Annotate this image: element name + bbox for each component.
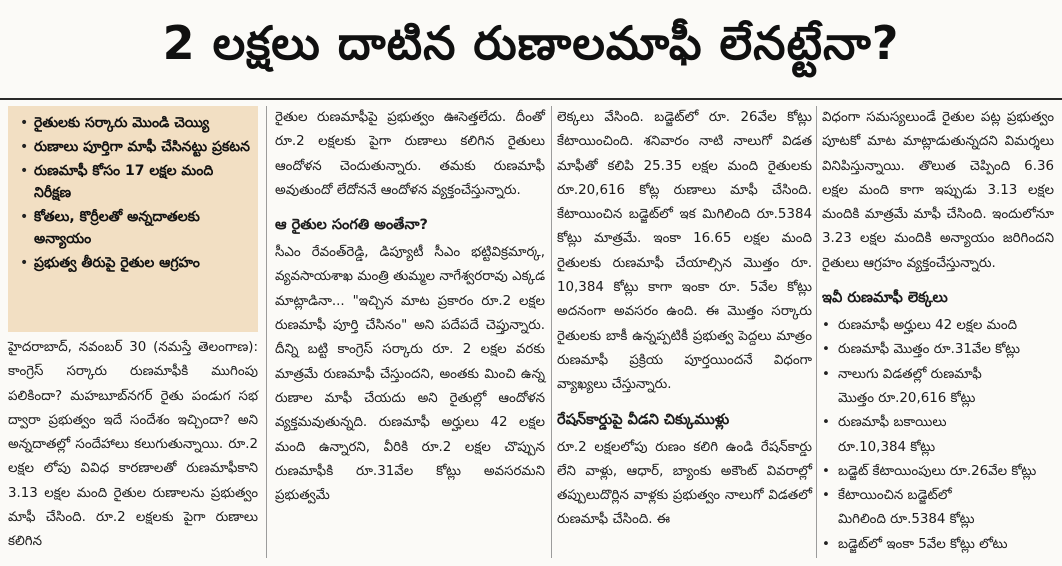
list-item: [822, 363, 1054, 387]
list-item: [822, 338, 1054, 362]
list-item: [822, 314, 1054, 338]
list-item-text: మిగిలింది రూ.5384 కోట్లు: [838, 512, 975, 528]
list-item: [822, 411, 1054, 435]
column-4-subhead: ఇవీ రుణమాఫీ లెక్కలు: [822, 290, 948, 307]
headline-rule: [0, 98, 1062, 100]
column-divider: [816, 106, 817, 558]
column-4-para-1: విధంగా సమస్యలుండే రైతుల పట్ల ప్రభుత్వం పూటకో మాట మాట్లాడుతున్నదని విమర్శలు వినిపిస్తున్నాయి. తొలుత చెప్పింది 6.36 లక్షల మంది కాగా ఇప్పుడు 3.13 లక్షల మందికి మాత్రమే మాఫీ చేసింది. ఇందులోనూ 3.23 లక్షల మందికి అన్యాయం జరిగిందని రైతులు ఆగ్రహం వ్యక్తంచేస్తున్నారు.: [822, 110, 1054, 271]
column-3-para-2: రూ.2 లక్షలలోపు రుణం కలిగి ఉండి రేషన్‌కార్డు లేని వాళ్లు, ఆధార్, బ్యాంకు అకౌంట్ వివరాల్లో తప్పులుదొర్లిన వాళ్లకు ప్రభుత్వం నాలుగో విడతలో రుణమాఫీ చేసింది. ఈ: [557, 439, 812, 528]
list-item-continuation: [822, 436, 1054, 460]
column-1: [8, 336, 258, 555]
list-item: [822, 484, 1054, 508]
list-item-continuation: [822, 387, 1054, 411]
bullet-icon: •: [20, 255, 29, 271]
bullet-icon: •: [822, 318, 830, 334]
column-2: [275, 106, 545, 508]
list-item-text: కేటాయించిన బడ్జెట్‌లో: [838, 488, 952, 504]
highlight-item: [20, 252, 250, 274]
list-item: [822, 460, 1054, 484]
loan-waiver-figures-list: [822, 314, 1054, 557]
bullet-icon: •: [20, 163, 29, 179]
list-item-text: బడ్జెట్‌లో ఇంకా 5వేల కోట్లు లోటు: [838, 536, 1008, 552]
bullet-icon: •: [20, 209, 29, 225]
highlight-text: కోతలు, కొర్రీలతో అన్నదాతలకు అన్యాయం: [34, 209, 200, 247]
highlight-item: [20, 206, 250, 250]
highlight-text: రైతులకు సర్కారు మొండి చెయ్యి: [34, 115, 210, 131]
highlight-item: [20, 136, 250, 158]
list-item-text: రుణమాఫీ మొత్తం రూ.31వేల కోట్లు: [838, 342, 1021, 358]
list-item-text: రూ.10,384 కోట్లు: [838, 439, 936, 455]
column-4: [822, 106, 1054, 557]
column-3: [557, 106, 812, 533]
highlight-item: [20, 160, 250, 204]
bullet-icon: •: [822, 366, 830, 382]
bullet-icon: •: [822, 342, 830, 358]
column-3-para-1: లెక్కలు వేసింది. బడ్జెట్‌లో రూ. 26వేల కోట్లు కేటాయించింది. శనివారం నాటి నాలుగో విడత మాఫీతో కలిపి 25.35 లక్షల మంది రైతులకు రూ.20,616 కోట్ల రుణాలు మాఫీ చేసింది. కేటాయించిన బడ్జెట్‌లో ఇక మిగిలింది రూ.5384 కోట్లు మాత్రమే. ఇంకా 16.65 లక్షల మంది రైతులకు రుణమాఫీ చేయాల్సిన మొత్తం రూ. 10,384 కోట్లు కాగా ఇంకా రూ. 5వేల కోట్లు అదనంగా అవసరం ఉంది. ఈ మొత్తం సర్కారు రైతులకు బాకీ ఉన్నప్పటికీ ప్రభుత్వ పెద్దలు మాత్రం రుణమాఫీ ప్రక్రియ పూర్తయిందనే విధంగా వ్యాఖ్యలు చేస్తున్నారు.: [557, 110, 812, 393]
column-2-para-2: సీఎం రేవంత్‌రెడ్డి, డిప్యూటీ సీఎం భట్టివిక్రమార్క, వ్యవసాయశాఖ మంత్రి తుమ్మల నాగేశ్వరరావు ఎక్కడ మాట్లాడినా... "ఇచ్చిన మాట ప్రకారం రూ.2 లక్షల రుణమాఫీ పూర్తి చేసినం" అని పదేపదే చెప్తున్నారు. దీన్ని బట్టి కాంగ్రెస్ సర్కారు రూ. 2 లక్షల వరకు మాత్రమే రుణమాఫీ చేస్తుందని, అంతకు మించి ఉన్న రుణాల మాఫీ చేయదు అని రైతుల్లో ఆందోళన వ్యక్తమవుతున్నది. రుణమాఫీ అర్హులు 42 లక్షల మంది ఉన్నారని, వీరికి రూ.2 లక్షల చొప్పున రుణమాఫీకి రూ.31వేల కోట్లు అవసరమని ప్రభుత్వమే: [275, 245, 545, 504]
column-divider: [551, 106, 552, 558]
highlight-text: రుణమాఫీ కోసం 17 లక్షల మంది నిరీక్షణ: [34, 163, 214, 201]
highlight-text: రుణాలు పూర్తిగా మాఫీ చేసినట్టు ప్రకటన: [34, 139, 250, 155]
bullet-icon: •: [822, 463, 830, 479]
list-item-continuation: [822, 508, 1054, 532]
bullet-icon: •: [20, 139, 29, 155]
highlight-text: ప్రభుత్వ తీరుపై రైతుల ఆగ్రహం: [34, 255, 200, 271]
column-2-subhead: ఆ రైతుల సంగతి అంతేనా?: [275, 217, 428, 234]
list-item-text: నాలుగు విడతల్లో రుణమాఫీ: [838, 366, 982, 382]
list-item-text: రుణమాఫీ బకాయిలు: [838, 415, 947, 431]
list-item-text: బడ్జెట్ కేటాయింపులు రూ.26వేల కోట్లు: [838, 463, 1037, 479]
list-item: [822, 533, 1054, 557]
column-divider: [266, 106, 267, 558]
list-item-text: మొత్తం రూ.20,616 కోట్లు: [838, 390, 976, 406]
column-1-text: హైదరాబాద్, నవంబర్ 30 (నమస్తే తెలంగాణ): కాంగ్రెస్ సర్కారు రుణమాఫీకి ముగింపు పలికిందా? మహబూబ్‌నగర్ రైతు పండుగ సభ ద్వారా ప్రభుత్వం ఇదే సందేశం ఇచ్చిందా? అని అన్నదాతల్లో సందేహాలు కలుగుతున్నాయి. రూ.2 లక్షల లోపు వివిధ కారణాలతో రుణమాఫీకాని 3.13 లక్షల మంది రైతుల రుణాలను ప్రభుత్వం మాఫీ చేసింది. రూ.2 లక్షలకు పైగా రుణాలు కలిగిన: [8, 340, 258, 550]
headline: 2 లక్షలు దాటిన రుణాలమాఫీ లేనట్టేనా?: [162, 16, 900, 70]
bullet-icon: •: [20, 115, 29, 131]
highlight-item: [20, 112, 250, 134]
list-item-text: రుణమాఫీ అర్హులు 42 లక్షల మంది: [838, 318, 1018, 334]
bullet-icon: •: [822, 488, 830, 504]
bullet-icon: •: [822, 536, 830, 552]
highlights-box: [8, 106, 258, 332]
bullet-icon: •: [822, 415, 830, 431]
column-3-subhead: రేషన్‌కార్డుపై వీడని చిక్కుముళ్లు: [557, 411, 730, 428]
column-2-para-1: రైతుల రుణమాఫీపై ప్రభుత్వం ఊసెత్తలేదు. దీంతో రూ.2 లక్షలకు పైగా రుణాలు కలిగిన రైతులు ఆందోళన చెందుతున్నారు. తమకు రుణమాఫీ అవుతుందో లేదోననే ఆందోళన వ్యక్తంచేస్తున్నారు.: [275, 110, 545, 198]
